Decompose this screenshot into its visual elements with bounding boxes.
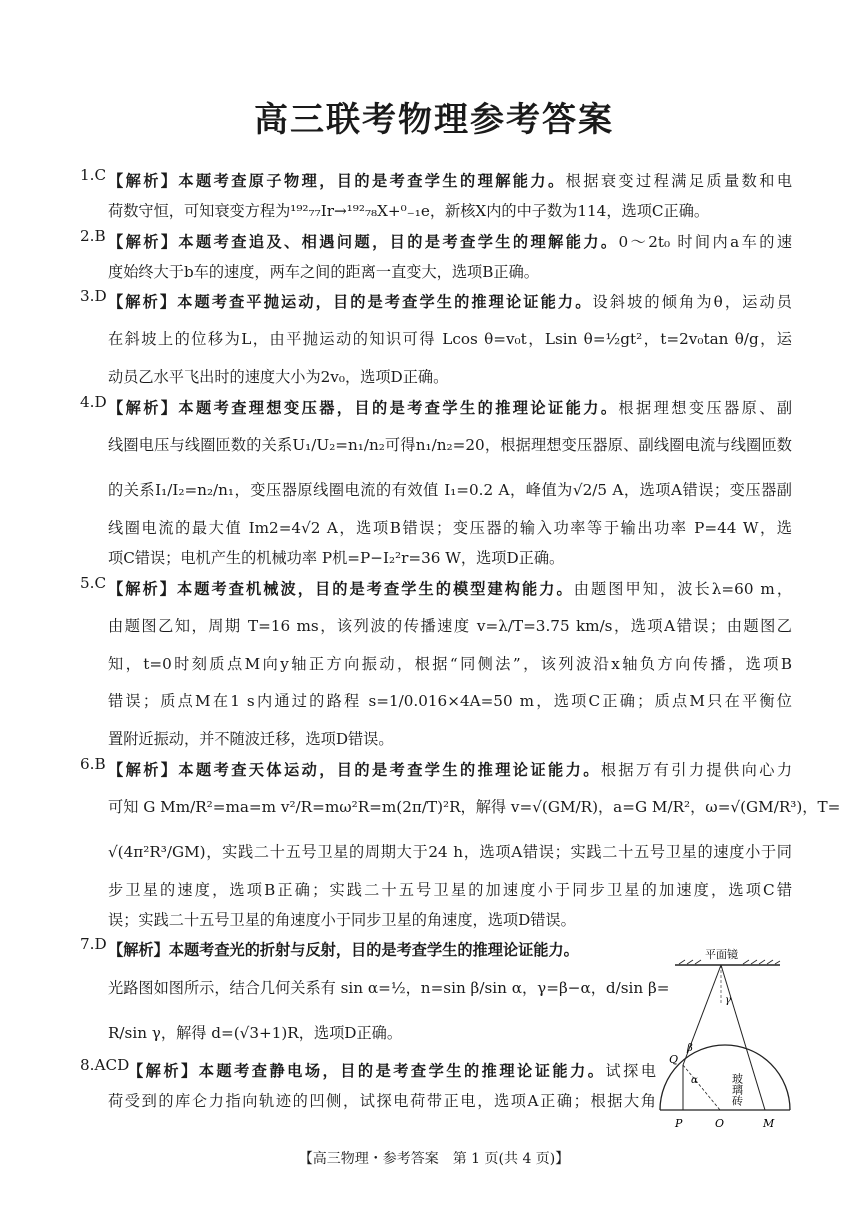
point-p-label: P (675, 1117, 683, 1130)
angle-gamma-label: γ (725, 995, 731, 1006)
analysis-text: 试探电 (605, 1061, 657, 1080)
analysis-summary: 本题考查追及、相遇问题，目的是考查学生的理解能力。 (178, 232, 619, 251)
angle-beta-label: β (687, 1043, 693, 1054)
answer-line: 线圈电压与线圈匝数的关系U₁/U₂=n₁/n₂可得n₁/n₂=20，根据理想变压器原、副线圈电流与线圈匝数 (108, 436, 792, 455)
analysis-text: 根据衰变过程满足质量数和电 (565, 172, 793, 190)
answer-line: 荷数守恒，可知衰变方程为¹⁹²₇₇Ir→¹⁹²₇₈X+⁰₋₁e，新核X内的中子数为114，选项C正确。 (108, 202, 710, 221)
answer-line (108, 227, 792, 257)
answer-line: 荷受到的库仑力指向轨迹的凹侧，试探电荷带正电，选项A正确；根据大角 (108, 1092, 656, 1111)
answer-line: 光路图如图所示，结合几何关系有 sin α=½，n=sin β/sin α，γ=β−α，d/sin β= (108, 978, 670, 997)
answer-number: 7.D (80, 935, 107, 954)
answer-number: 8.ACD (80, 1055, 130, 1074)
analysis-text: 设斜坡的倾角为θ，运动员 (592, 293, 792, 312)
answer-item-5 (80, 574, 792, 755)
answer-line: 步卫星的速度，选项B正确；实践二十五号卫星的加速度小于同步卫星的加速度，选项C错 (108, 880, 792, 899)
answer-line: 项C错误；电机产生的机械功率 P机=P−I₂²r=36 W，选项D正确。 (108, 549, 565, 568)
answer-number: 4.D (80, 392, 107, 411)
analysis-summary: 本题考查机械波，目的是考查学生的模型建构能力。 (177, 579, 574, 598)
analysis-summary: 本题考查天体运动，目的是考查学生的推理论证能力。 (178, 760, 601, 779)
answer-item-8 (80, 1056, 656, 1117)
analysis-summary: 本题考查原子物理，目的是考查学生的理解能力。 (178, 172, 566, 190)
answer-line (108, 1056, 656, 1086)
analysis-label: 【解析】 (108, 760, 179, 779)
analysis-text: 由题图甲知，波长λ=60 m， (573, 579, 793, 598)
answer-line (108, 393, 792, 423)
answer-line: 置附近振动，并不随波迁移，选项D错误。 (108, 730, 394, 749)
page-title: 高三联考物理参考答案 (254, 100, 614, 140)
answer-line: 可知 G Mm/R²=ma=m v²/R=mω²R=m(2π/T)²R，解得 v=√(GM/R)，a=G M/R²，ω=√(GM/R³)，T= (108, 797, 841, 816)
analysis-label: 【解析】 (108, 579, 178, 598)
answer-item-1 (80, 166, 792, 227)
analysis-text: 根据万有引力提供向心力 (600, 760, 793, 779)
answer-line: 的关系I₁/I₂=n₂/n₁，变压器原线圈电流的有效值 I₁=0.2 A，峰值为√2/5 A，选项A错误；变压器副 (108, 481, 792, 500)
answer-line: 动员乙水平飞出时的速度大小为2v₀，选项D正确。 (108, 368, 449, 387)
point-m-label: M (763, 1117, 775, 1130)
answer-line (108, 755, 792, 785)
answer-item-7 (80, 935, 670, 1055)
answer-number: 5.C (80, 573, 107, 592)
answer-number: 6.B (80, 754, 106, 773)
answer-line (108, 574, 792, 604)
answer-line: 错误；质点M在1 s内通过的路程 s=1/0.016×4A=50 m，选项C正确；质点M只在平衡位 (108, 692, 792, 711)
answer-line (108, 287, 792, 317)
analysis-label: 【解析】 (128, 1061, 199, 1080)
answer-item-3 (80, 287, 792, 393)
answer-line: 线圈电流的最大值 Im2=4√2 A，选项B错误；变压器的输入功率等于输出功率 P=44 W，选 (108, 519, 792, 538)
analysis-summary: 本题考查光的折射与反射，目的是考查学生的推理论证能力。 (168, 941, 579, 960)
analysis-summary: 本题考查理想变压器，目的是考查学生的推理论证能力。 (178, 398, 619, 417)
glass-block-label: 玻璃砖 (730, 1073, 744, 1106)
normal-line (683, 1065, 720, 1110)
answer-line: 误；实践二十五号卫星的角速度小于同步卫星的角速度，选项D错误。 (108, 911, 576, 930)
answer-line (108, 935, 656, 965)
answer-number: 1.C (80, 166, 107, 184)
answer-number: 3.D (80, 287, 107, 306)
analysis-text: 0～2t₀ 时间内a车的速 (618, 232, 793, 251)
analysis-label: 【解析】 (108, 232, 179, 251)
page-footer (0, 1148, 868, 1168)
answer-line: 度始终大于b车的速度，两车之间的距离一直变大，选项B正确。 (108, 262, 539, 281)
point-o-label: O (715, 1117, 725, 1130)
mirror-label: 平面镜 (705, 948, 738, 961)
analysis-summary: 本题考查静电场，目的是考查学生的推理论证能力。 (198, 1061, 606, 1080)
answer-number: 2.B (80, 226, 106, 245)
analysis-summary: 本题考查平抛运动，目的是考查学生的推理论证能力。 (177, 293, 593, 312)
answer-item-6 (80, 754, 841, 936)
answer-line: 知，t=0时刻质点M向y轴正方向振动，根据“同侧法”，该列波沿x轴负方向传播，选项B (108, 654, 792, 673)
analysis-label: 【解析】 (108, 172, 179, 190)
analysis-label: 【解析】 (108, 941, 169, 960)
semicircle-glass (660, 1045, 790, 1110)
point-q-label: Q (669, 1053, 679, 1066)
answer-item-2 (80, 227, 792, 288)
answer-line (108, 166, 792, 196)
answer-item-4 (80, 393, 792, 574)
answer-line: 在斜坡上的位移为L，由平抛运动的知识可得 Lcos θ=v₀t，Lsin θ=½gt²，t=2v₀tan θ/g，运 (108, 330, 792, 349)
answer-line: R/sin γ，解得 d=(√3+1)R，选项D正确。 (108, 1023, 403, 1042)
analysis-label: 【解析】 (108, 293, 178, 312)
answer-line: √(4π²R³/GM)，实践二十五号卫星的周期大于24 h，选项A错误；实践二十五号卫星的速度小于同 (108, 842, 792, 861)
analysis-label: 【解析】 (108, 398, 179, 417)
optics-diagram (655, 945, 795, 1135)
angle-alpha-label: α (691, 1075, 698, 1086)
analysis-text: 根据理想变压器原、副 (618, 398, 793, 417)
footer-text: 【高三物理・参考答案 第 1 页(共 4 页)】 (293, 1151, 576, 1167)
answer-line: 由题图乙知，周期 T=16 ms，该列波的传播速度 v=λ/T=3.75 km/s，选项A错误；由题图乙 (108, 616, 792, 635)
